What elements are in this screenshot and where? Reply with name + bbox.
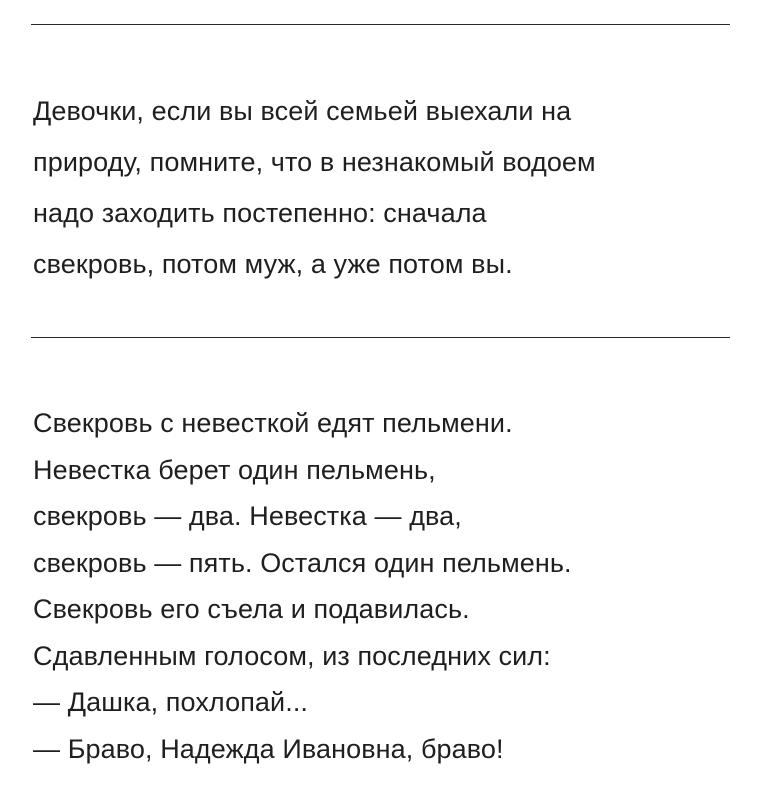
middle-divider: [31, 337, 730, 338]
joke-2-line: Сдавленным голосом, из последних сил:: [33, 640, 551, 671]
top-divider: [31, 24, 730, 25]
joke-2-line: свекровь — два. Невестка — два,: [33, 501, 462, 531]
joke-2-text: [33, 400, 733, 772]
joke-1-line: Девочки, если вы всей семьей выехали на: [33, 96, 572, 126]
joke-2-line: свекровь — пять. Остался один пельмень.: [33, 547, 572, 578]
joke-1-line: надо заходить постепенно: сначала: [33, 198, 487, 228]
joke-2-line: Свекровь его съела и подавилась.: [33, 594, 470, 624]
joke-2-line: — Браво, Надежда Ивановна, браво!: [33, 733, 504, 764]
joke-2-line: Невестка берет один пельмень,: [33, 454, 436, 485]
joke-1-text: [33, 86, 733, 290]
joke-2-line: Свекровь с невесткой едят пельмени.: [33, 408, 513, 438]
joke-1-line: природу, помните, что в незнакомый водоем: [33, 147, 596, 177]
joke-1-line: свекровь, потом муж, а уже потом вы.: [33, 249, 513, 279]
joke-2-line: — Дашка, похлопай...: [33, 687, 309, 717]
